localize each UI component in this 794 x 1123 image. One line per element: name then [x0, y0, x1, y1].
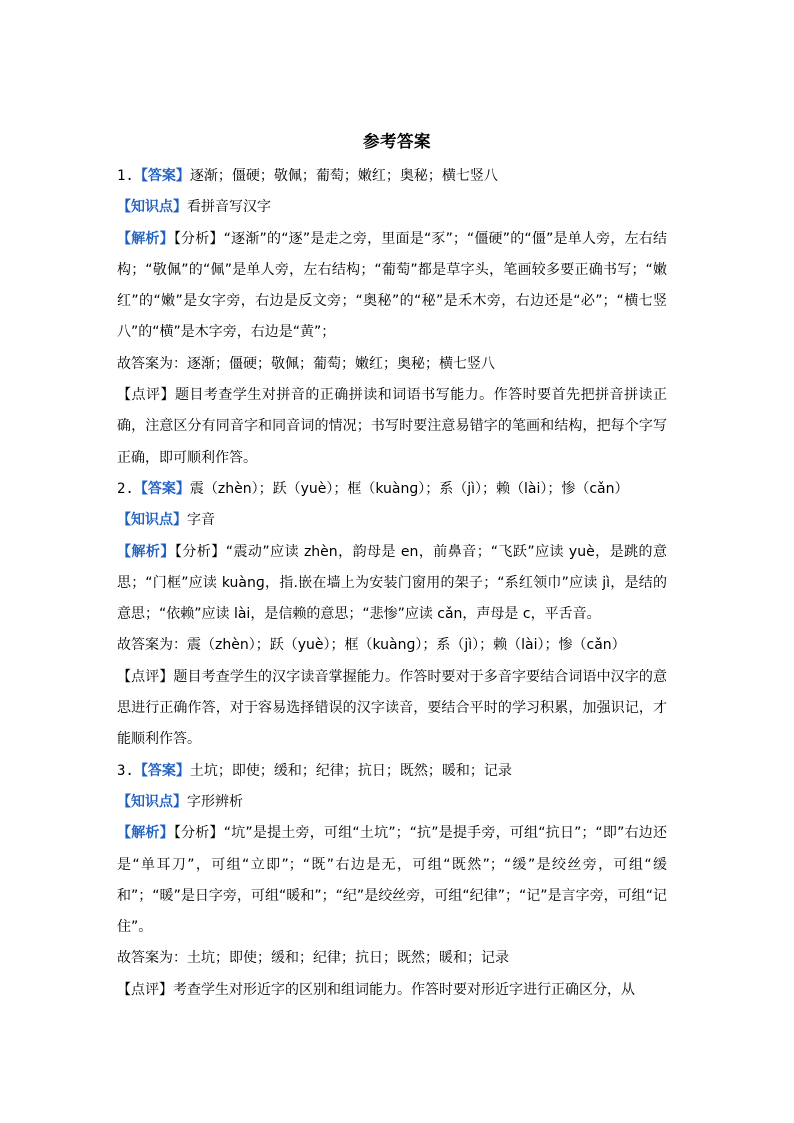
analysis-text: 【分析】“坑”是提土旁，可组“土坑”；“抗”是提手旁，可组“抗日”；“即”右边还是“单耳刀”，可组“立即”；“既”右边是无，可组“既然”；“缓”是绞丝旁，可组“缓和”；“暖”是日字旁，可组“暖和”；“纪”是绞丝旁，可组“纪律”；“记”是言字旁，可组“记住”。 — [117, 825, 668, 936]
knowledge-point-tag: 【知识点】 — [117, 512, 187, 529]
item-number: 2. — [117, 480, 134, 497]
item-number: 1. — [117, 168, 134, 184]
item-2-knowledge-point — [117, 505, 667, 536]
comment-text: 考查学生对形近字的区别和组词能力。作答时要对形近字进行正确区分，从 — [173, 981, 635, 998]
knowledge-point-text: 字音 — [187, 512, 215, 529]
knowledge-point-text: 字形辨析 — [187, 793, 243, 810]
comment-tag: 【点评】 — [117, 668, 174, 685]
analysis-tag: 【解析】 — [117, 230, 174, 247]
comment-text: 题目考查学生对拼音的正确拼读和词语书写能力。作答时要首先把拼音拼读正确，注意区分有同音字和同音词的情况；书写时要注意易错字的笔画和结构，把每个字写正确，即可顺利作答。 — [117, 387, 668, 466]
item-2-answer — [117, 474, 667, 505]
knowledge-point-text: 看拼音写汉字 — [187, 199, 271, 216]
item-1-final-answer: 故答案为：逐渐；僵硬；敬佩；葡萄；嫩红；奥秘；横七竖八 — [117, 355, 495, 372]
knowledge-point-tag: 【知识点】 — [117, 793, 187, 810]
analysis-tag: 【解析】 — [117, 543, 175, 560]
item-2-analysis — [117, 537, 667, 631]
item-1-answer — [117, 161, 667, 192]
comment-tag: 【点评】 — [117, 981, 173, 998]
item-3-final-answer: 故答案为：土坑；即使；缓和；纪律；抗日；既然；暖和；记录 — [117, 950, 509, 967]
analysis-text: 【分析】“逐渐”的“逐”是走之旁，里面是“豕”；“僵硬”的“僵”是单人旁，左右结构；“敬佩”的“佩”是单人旁，左右结构；“葡萄”都是草字头，笔画较多要正确书写；“嫩红”的“嫩”是女字旁，右边是反文旁；“奥秘”的“秘”是禾木旁，右边还是“必”；“横七竖八”的“横”是木字旁，右边是“黄”； — [117, 230, 667, 341]
analysis-text: 【分析】“震动”应读 zhèn，韵母是 en，前鼻音；“飞跃”应读 yuè，是跳的意思；“门框”应读 kuànɡ，指.嵌在墙上为安装门窗用的架子；“系红领巾”应读 jì，是结的意思；“依赖”应读 lài，是信赖的意思；“悲惨”应读 cǎn，声母是 c，平舌音。 — [117, 543, 668, 623]
answer-tag: 【答案】 — [133, 762, 190, 779]
page-title: 参考答案 — [363, 132, 431, 151]
answer-text: 逐渐；僵硬；敬佩；葡萄；嫩红；奥秘；横七竖八 — [189, 168, 498, 184]
answer-content — [117, 161, 667, 1006]
item-3-knowledge-point — [117, 787, 667, 818]
comment-tag: 【点评】 — [117, 387, 175, 404]
item-3-analysis — [117, 818, 667, 943]
item-1-knowledge-point — [117, 192, 667, 223]
item-2-comment — [117, 662, 667, 756]
knowledge-point-tag: 【知识点】 — [117, 199, 187, 216]
answer-tag: 【答案】 — [133, 480, 190, 497]
analysis-tag: 【解析】 — [117, 825, 174, 842]
item-1-analysis — [117, 224, 667, 349]
answer-tag: 【答案】 — [133, 168, 190, 184]
answer-text: 震（zhèn）；跃（yuè）；框（kuànɡ）；系（jì）；赖（lài）；惨（cǎn） — [189, 480, 629, 497]
item-number: 3. — [117, 762, 134, 779]
answer-text: 土坑；即使；缓和；纪律；抗日；既然；暖和；记录 — [189, 762, 512, 779]
item-2-final-answer: 故答案为：震（zhèn）；跃（yuè）；框（kuànɡ）；系（jì）；赖（lài）；惨（cǎn） — [117, 637, 626, 654]
comment-text: 题目考查学生的汉字读音掌握能力。作答时要对于多音字要结合词语中汉字的意思进行正确作答，对于容易选择错误的汉字读音，要结合平时的学习积累，加强识记，才能顺利作答。 — [117, 668, 667, 748]
item-1-comment — [117, 380, 667, 474]
item-3-answer — [117, 756, 667, 787]
item-3-comment — [117, 975, 667, 1006]
